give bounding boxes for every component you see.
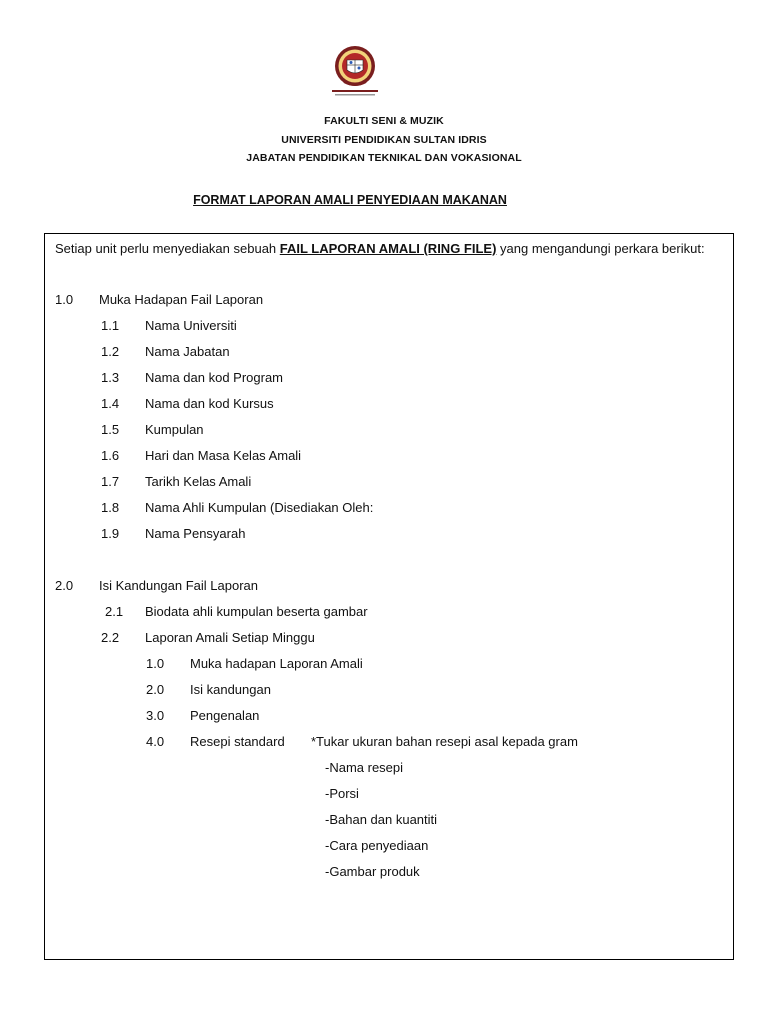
sub-item: Muka hadapan Laporan Amali [190, 656, 363, 671]
list-item-number: 2.1 [105, 604, 124, 619]
section2-number: 2.0 [55, 578, 74, 593]
recipe-note: *Tukar ukuran bahan resepi asal kepada gram [311, 734, 578, 749]
list-item-number: 1.6 [101, 448, 120, 463]
recipe-item: -Cara penyediaan [325, 838, 429, 853]
faculty-name: FAKULTI SENI & MUZIK [324, 115, 444, 127]
intro-prefix: Setiap unit perlu menyediakan sebuah [55, 241, 280, 256]
sub-item-number: 3.0 [146, 708, 165, 723]
list-item: Tarikh Kelas Amali [145, 474, 252, 489]
section1-title: Muka Hadapan Fail Laporan [99, 292, 264, 307]
list-item-number: 1.4 [101, 396, 120, 411]
department-name: JABATAN PENDIDIKAN TEKNIKAL DAN VOKASIONAL [246, 152, 522, 164]
recipe-item: -Bahan dan kuantiti [325, 812, 438, 827]
section1-number: 1.0 [55, 292, 74, 307]
list-item: Nama dan kod Program [145, 370, 284, 385]
list-item-number: 1.5 [101, 422, 120, 437]
list-item: Hari dan Masa Kelas Amali [145, 448, 302, 463]
recipe-item: -Porsi [325, 786, 359, 801]
list-item: Nama dan kod Kursus [145, 396, 274, 411]
intro-emphasis: FAIL LAPORAN AMALI (RING FILE) [279, 241, 497, 256]
list-item-number: 2.2 [101, 630, 120, 645]
list-item: Biodata ahli kumpulan beserta gambar [145, 604, 368, 619]
intro-paragraph [55, 241, 725, 257]
sub-item-number: 1.0 [146, 656, 165, 671]
document-title: FORMAT LAPORAN AMALI PENYEDIAAN MAKANAN [193, 193, 507, 207]
list-item-number: 1.1 [101, 318, 120, 333]
university-name: UNIVERSITI PENDIDIKAN SULTAN IDRIS [281, 134, 487, 146]
intro-suffix: yang mengandungi perkara berikut: [496, 241, 705, 256]
recipe-item: -Gambar produk [325, 864, 420, 879]
sub-item: Pengenalan [190, 708, 260, 723]
list-item: Nama Pensyarah [145, 526, 246, 541]
sub-item-number: 2.0 [146, 682, 165, 697]
recipe-item: -Nama resepi [325, 760, 404, 775]
list-item-number: 1.7 [101, 474, 120, 489]
list-item-number: 1.8 [101, 500, 120, 515]
university-logo [330, 44, 380, 104]
list-item: Nama Jabatan [145, 344, 230, 359]
list-item-number: 1.3 [101, 370, 120, 385]
list-item-number: 1.2 [101, 344, 120, 359]
sub-item-number: 4.0 [146, 734, 165, 749]
section2-title: Isi Kandungan Fail Laporan [99, 578, 259, 593]
sub-item: Isi kandungan [190, 682, 271, 697]
list-item-number: 1.9 [101, 526, 120, 541]
list-item: Laporan Amali Setiap Minggu [145, 630, 315, 645]
list-item: Nama Ahli Kumpulan (Disediakan Oleh: [145, 500, 374, 515]
sub-item: Resepi standard [190, 734, 285, 749]
list-item: Kumpulan [145, 422, 204, 437]
list-item: Nama Universiti [145, 318, 237, 333]
